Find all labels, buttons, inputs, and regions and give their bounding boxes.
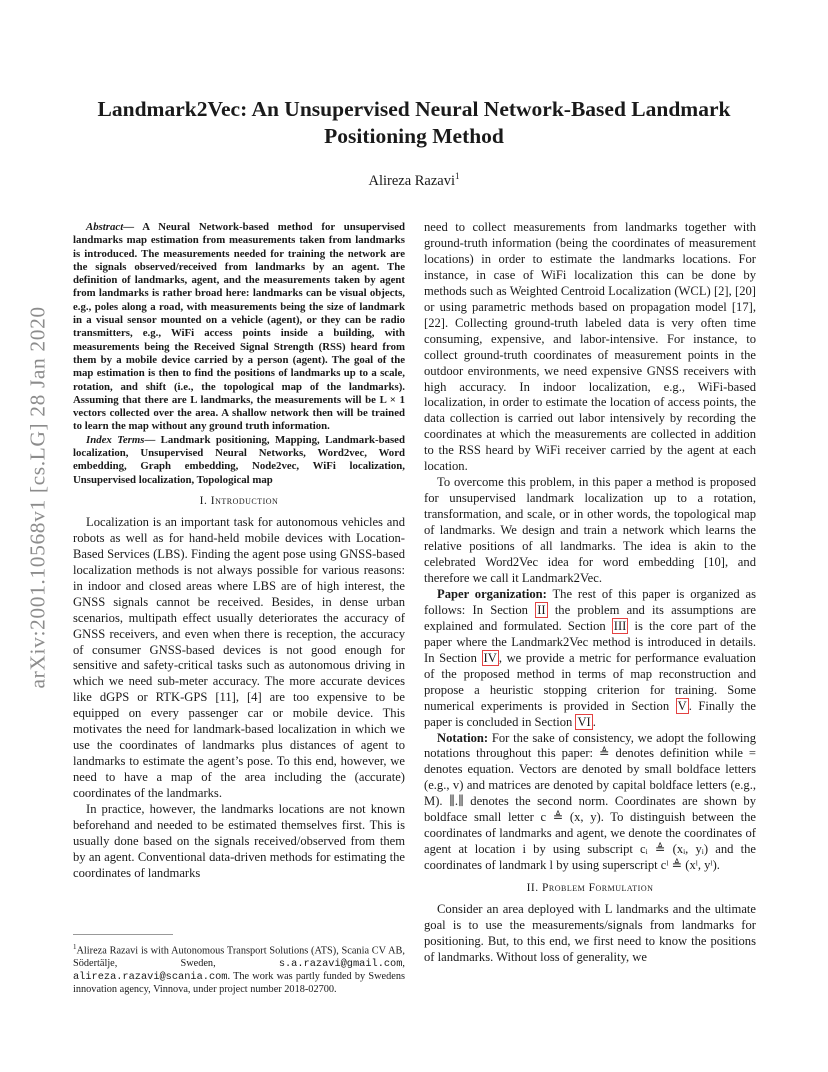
right-paragraph-2: To overcome this problem, in this paper a method is proposed for unsupervised landmark localization up to a rotation, transformation, and scale, or in other words, the topological map of landmarks. We design and train a network which learns the relative positions of all landmarks. The idea is akin to the celebrated Word2Vec idea for word embedding [10], and therefore we call it Landmark2Vec. xyxy=(424,475,756,585)
paper-title-line-1: Landmark2Vec: An Unsupervised Neural Network-Based Landmark xyxy=(97,97,731,121)
section-link-iv[interactable]: IV xyxy=(483,650,497,665)
problem-formulation-paragraph: Consider an area deployed with L landmarks and the ultimate goal is to use the measurements/signals from landmarks for positioning. But, to this end, we first need to know the positions of landmarks. Without loss of generality, we xyxy=(424,902,756,964)
footnote-mark: 1 xyxy=(73,943,77,951)
org-text-4: , we provide a metric for performance evaluation of the proposed method in terms of map reconstruction and propose a heuristic stopping criterion for training. Some numerical experiments is provided in Section xyxy=(424,650,756,713)
section-link-vi[interactable]: VI xyxy=(577,714,591,729)
footnote xyxy=(73,941,405,997)
author-footnote-mark: 1 xyxy=(455,171,460,181)
abstract-text: A Neural Network-based method for unsupervised landmarks map estimation from measurements taken from landmarks is introduced. The measurements needed for training the network are the signals observed/received from landmarks by an agent. The definition of landmarks, agent, and the measurements taken by agent from landmarks is rather broad here: landmarks can be visual objects, e.g., poles along a road, with measurements being the size of landmark in a visual sensor mounted on a vehicle (agent), or they can be radio transmitters, e.g., WiFi access points inside a building, with measurements being the Received Signal Strength (RSS) heard from them by a mobile device carried by a person (agent). The goal of the map estimation is then to find the positions of landmarks up to a scale, rotation, and shift (i.e., the topological map of the landmarks). Assuming that there are L landmarks, the measurements will be L × 1 vectors collected over the area. A shallow network then will be trained to learn the map without any ground truth information. xyxy=(73,221,405,433)
abstract-dash: — xyxy=(123,221,134,233)
abstract-label: Abstract xyxy=(86,221,124,233)
right-paragraph-1: need to collect measurements from landmarks together with ground-truth information (being the coordinates of measurement locations) in order to estimate the landmarks locations. For instance, in case of WiFi localization this can be done by methods such as Weighted Centroid Localization (WCL) [2], [20] or using parametric methods based on propagation model [17], [22]. Collecting ground-truth labeled data is very often time consuming, expensive, and labor-intensive. For instance, to collect ground-truth coordinates of measurement points in the outdoor environments, we need expensive GNSS receivers with high accuracy. In indoor localization, e.g., WiFi-based localization, in order to estimate the location of access points, the data collection is carried out labor intensively by recording the coordinates at which the measurements are collected in addition to the RSS heard by WiFi receiver carried by the agent at each location. xyxy=(424,220,756,474)
org-text-3: is the core part of the paper where the Landmark2Vec method is introduced in details. In Section xyxy=(424,618,757,665)
footnote-email-1[interactable]: s.a.razavi@gmail.com xyxy=(278,958,403,971)
org-text-2: the problem and its assumptions are explained and formulated. Section xyxy=(424,602,756,633)
paper-organization-paragraph xyxy=(424,587,756,731)
footnote-comma: , xyxy=(402,958,405,970)
notation-paragraph xyxy=(424,731,756,875)
paper-title-line-2: Positioning Method xyxy=(324,124,504,148)
org-text-5: . Finally the paper is concluded in Section xyxy=(424,698,757,729)
left-column xyxy=(73,221,405,882)
index-terms-dash: — xyxy=(144,433,156,446)
section-heading-introduction: I. Introduction xyxy=(199,494,279,507)
arxiv-identifier: arXiv:2001.10568v1 [cs.LG] 28 Jan 2020 xyxy=(25,306,50,689)
footnote-text-2: . The work was partly funded by Swedens innovation agency, Vinnova, under project number 2018-02700. xyxy=(73,971,405,995)
intro-paragraph-1: Localization is an important task for autonomous vehicles and robots as well as for hand-held mobile devices with Location-Based Services (LBS). Finding the agent pose using GNSS-based localization methods is not always possible for various reasons: in indoor and closed areas where LBS are of high interest, the GNSS signals cannot be received. Besides, in dense urban scenarios, multipath effect usually deteriorates the accuracy of GNSS receivers, and even when there is reception, the accuracy of consumer GNSS-based devices is not good enough for sensitive and safety-critical tasks such as autonomous driving in which we need sub-meter accuracy. The more accurate devices like dGPS or RTK-GPS [11], [4] are too expensive to be equipped on every passenger car or mobile device. This motivates the need for landmark-based localization in which we use the coordinates of landmarks plus distances of agent to landmarks to estimate the agent’s pose. To this end, however, we need to have a map of the area including the (accurate) coordinates of the landmarks. xyxy=(73,514,405,801)
arxiv-sidebar-stamp xyxy=(18,296,58,689)
right-column xyxy=(424,220,756,966)
abstract xyxy=(73,221,405,434)
notation-text: For the sake of consistency, we adopt the following notations throughout this paper: ≜ denotes definition while = denotes equation. Vectors are denoted by small boldface letters (e.g., v) and matrices are denoted by capital boldface letters (e.g., M). ∥.∥ denotes the second norm. Coordinates are shown by boldface small letter c ≜ (x, y). To distinguish between the coordinates of landmarks and agent, we denote the coordinates of agent at location i by using subscript cᵢ ≜ (xᵢ, yᵢ) and the coordinates of landmark l by using superscript cˡ ≜ (xˡ, yˡ). xyxy=(424,730,757,873)
section-heading-problem-formulation: II. Problem Formulation xyxy=(526,882,654,895)
footnote-text-1: Alireza Razavi is with Autonomous Transport Solutions (ATS), Scania CV AB, Södertälje, Sweden, xyxy=(73,945,405,970)
section-link-v[interactable]: V xyxy=(677,698,687,713)
index-terms xyxy=(73,434,405,487)
org-text-1: The rest of this paper is organized as follows: In Section xyxy=(424,586,756,617)
author-name: Alireza Razavi xyxy=(368,172,456,189)
notation-label: Notation: xyxy=(437,730,489,745)
section-link-iii[interactable]: III xyxy=(613,618,627,633)
paper-organization-label: Paper organization: xyxy=(437,586,547,601)
org-text-6: . xyxy=(592,714,596,729)
index-terms-text: Landmark positioning, Mapping, Landmark-based localization, Unsupervised Neural Networks, Word2vec, Word embedding, Graph embedding, Node2vec, WiFi localization, Unsupervised localization, Topological map xyxy=(73,433,405,486)
intro-paragraph-2: In practice, however, the landmarks locations are not known beforehand and needed to be estimated themselves first. This is usually done based on the signals received/observed from them by an agent. Conventional data-driven methods for estimating the coordinates of landmarks xyxy=(73,802,405,880)
footnote-rule xyxy=(73,934,173,935)
index-terms-label: Index Terms xyxy=(86,433,145,446)
author-line xyxy=(60,171,768,190)
section-link-ii[interactable]: II xyxy=(537,602,546,617)
footnote-email-2[interactable]: alireza.razavi@scania.com xyxy=(73,971,228,984)
